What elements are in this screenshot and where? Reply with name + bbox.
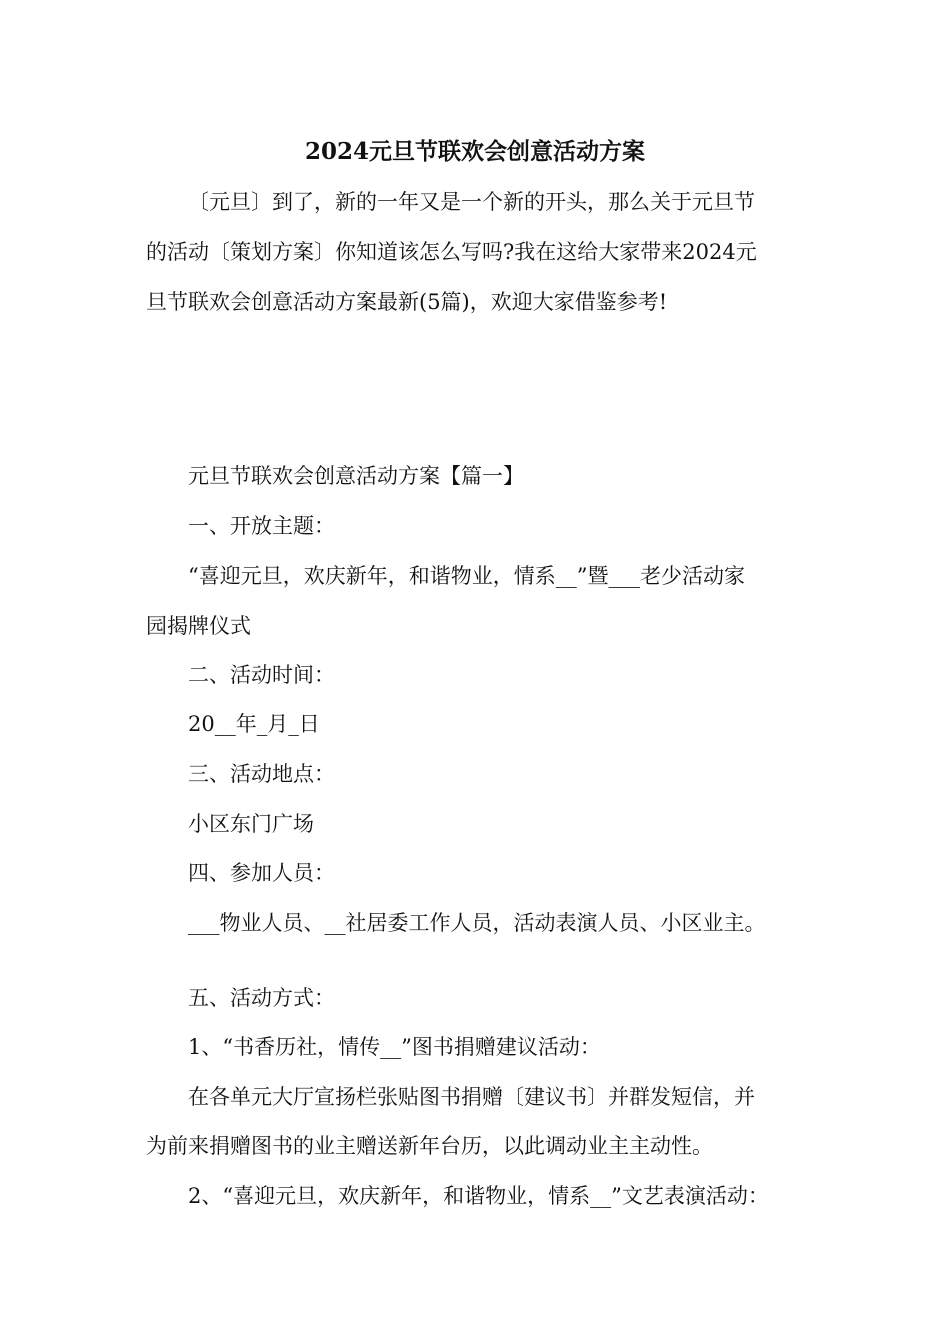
heading-place: 三、活动地点： — [188, 762, 335, 786]
place-value: 小区东门广场 — [188, 812, 314, 836]
heading-people: 四、参加人员： — [188, 861, 335, 885]
heading-time: 二、活动时间： — [188, 663, 335, 687]
item-1-line-1: 在各单元大厅宣扬栏张贴图书捐赠〔建议书〕并群发短信，并 — [188, 1085, 755, 1109]
item-2-title: 2、“喜迎元旦，欢庆新年，和谐物业，情系__”文艺表演活动： — [188, 1184, 769, 1208]
heading-theme: 一、开放主题： — [188, 514, 335, 538]
intro-line-3: 旦节联欢会创意活动方案最新(5篇)，欢迎大家借鉴参考! — [146, 290, 668, 314]
time-value: 20__年_月_日 — [188, 712, 320, 736]
document-title: 2024元旦节联欢会创意活动方案 — [304, 138, 645, 165]
people-value: ___物业人员、__社居委工作人员，活动表演人员、小区业主。 — [188, 911, 766, 935]
item-1-title: 1、“书香历社，情传__”图书捐赠建议活动： — [188, 1035, 601, 1059]
theme-line-1: “喜迎元旦，欢庆新年，和谐物业，情系__”暨___老少活动家 — [188, 564, 745, 588]
heading-method: 五、活动方式： — [188, 986, 335, 1010]
theme-line-2: 园揭牌仪式 — [146, 614, 251, 638]
item-1-line-2: 为前来捐赠图书的业主赠送新年台历，以此调动业主主动性。 — [146, 1134, 713, 1158]
intro-line-2: 的活动〔策划方案〕你知道该怎么写吗?我在这给大家带来2024元 — [146, 240, 757, 264]
intro-line-1: 〔元旦〕到了，新的一年又是一个新的开头，那么关于元旦节 — [188, 190, 755, 214]
section-heading: 元旦节联欢会创意活动方案【篇一】 — [188, 464, 524, 488]
